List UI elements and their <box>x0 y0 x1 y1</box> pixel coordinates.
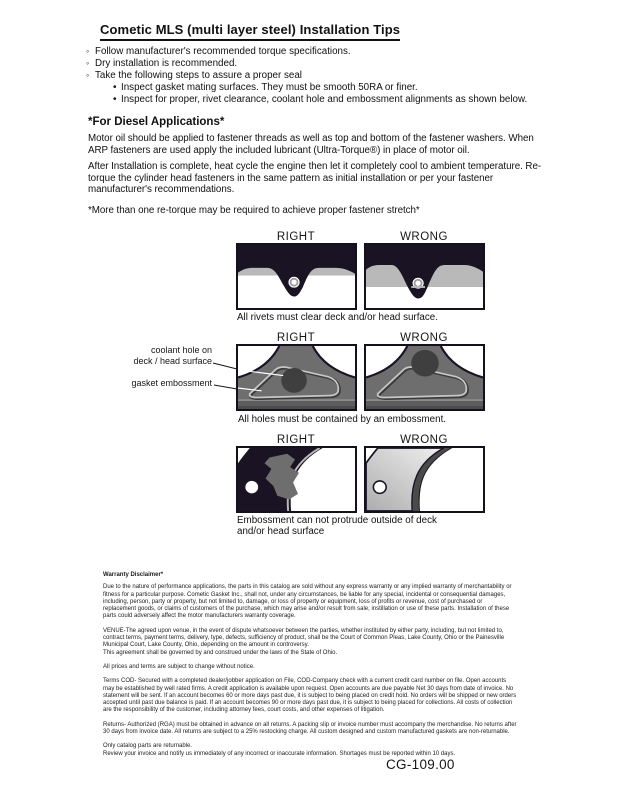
caption-line: Embossment can not protrude outside of deck <box>237 515 437 526</box>
list-item <box>86 46 560 58</box>
wrong-label: WRONG <box>400 332 448 344</box>
retorque-note: *More than one re-torque may be required to achieve proper fastener stretch* <box>88 205 420 216</box>
right-label: RIGHT <box>276 434 316 446</box>
wrong-label: WRONG <box>400 231 448 243</box>
diagram-rivet-wrong-image <box>364 243 485 310</box>
diesel-paragraph-1: Motor oil should be applied to fastener threads as well as top and bottom of the fastener washers. When ARP fasteners are used apply the included lubricant (Ultra-Torque®) in place of motor oil. <box>88 133 534 156</box>
disclaimer-paragraph: Review your invoice and notify us immediately of any incorrect or inaccurate information. Shortages must be reported within 10 days. <box>103 750 456 757</box>
annotation-text: coolant hole on <box>150 345 212 355</box>
tip-text: Inspect gasket mating surfaces. They must be smooth 50RA or finer. <box>121 81 418 93</box>
caption-line: and/or head surface <box>237 526 325 537</box>
tip-text: Inspect for proper, rivet clearance, coolant hole and embossment alignments as shown below. <box>121 93 528 105</box>
diagram-caption <box>237 515 437 537</box>
coolant-hole-annotation <box>96 345 212 366</box>
list-item <box>86 70 560 82</box>
disclaimer-paragraph: Terms COD- Secured with a completed dealer/jobber application on File, COD-Company check with a current credit card number on file. Open accounts may be established by well rated firms. A credit application is available upon request. Open accounts are due payable Net 30 days from date of invoice. No statement will be sent. If an account becomes 60 or more days past due, it is subject to being placed on credit hold. No orders will be shipped or new orders accepted until past due balance is paid. If an account becomes 90 or more days past due, it is subject to being placed for collections. All costs of collection are the responsibility of the customer, including attorney fees, court costs, and other expenses of litigation. <box>103 678 517 714</box>
warranty-disclaimer <box>103 572 517 758</box>
wrong-label: WRONG <box>400 434 448 446</box>
tip-text: Take the following steps to assure a proper seal <box>95 69 302 81</box>
diagram-caption: All holes must be contained by an embossment. <box>238 414 447 425</box>
diagram-deck-right-image <box>236 446 357 513</box>
circle-bullet-icon: ◦ <box>86 69 90 80</box>
diesel-paragraph-2: After Installation is complete, heat cycle the engine then let it completely cool to ambient temperature. Re-torque the cylinder head fasteners in the same pattern as initial installation or per your fastener manufacturer's recommendations. <box>88 161 542 196</box>
disclaimer-paragraph: VENUE-The agreed upon venue, in the event of dispute whatsoever between the parties, whether instituted by either party, including, but not limited to, contract terms, payment terms, delivery, type, defects, sufficiency of product, shall be the Court of Common Pleas, Lake County, Ohio or the Painesville Municipal Court, Lake County, Ohio, depending on the amount in controversy. <box>103 627 505 649</box>
diagram-embossment-wrong-image <box>364 344 485 411</box>
list-item <box>113 82 560 94</box>
diesel-applications-heading: *For Diesel Applications* <box>88 116 225 128</box>
circle-bullet-icon: ◦ <box>86 46 90 56</box>
dot-bullet-icon: • <box>113 81 117 93</box>
disclaimer-paragraph: Only catalog parts are returnable. <box>103 743 193 750</box>
list-item <box>113 94 560 106</box>
list-item <box>86 58 560 70</box>
disclaimer-paragraph: This agreement shall be governed by and construed under the laws of the State of Ohio. <box>103 649 338 656</box>
gasket-embossment-annotation: gasket embossment <box>131 378 212 388</box>
diagram-rivet-right-image <box>236 243 357 310</box>
dot-bullet-icon: • <box>113 93 117 105</box>
circle-bullet-icon: ◦ <box>86 57 90 68</box>
disclaimer-paragraph: Returns- Authorized (RGA) must be obtained in advance on all returns. A packing slip or invoice number must accompany the merchandise. No returns after 30 days from invoice date. All returns are subject to a 25% restocking charge. All custom designed and custom manufactured gaskets are non-returnable. <box>103 721 517 736</box>
disclaimer-paragraph: All prices and terms are subject to change without notice. <box>103 663 255 670</box>
annotation-text: deck / head surface <box>133 355 212 366</box>
installation-tips-list <box>86 46 560 106</box>
right-label: RIGHT <box>276 231 316 243</box>
page-title: Cometic MLS (multi layer steel) Installation Tips <box>100 22 400 41</box>
page-number: CG-109.00 <box>386 757 455 772</box>
diagram-deck-wrong-image <box>364 446 485 513</box>
diagram-caption: All rivets must clear deck and/or head surface. <box>237 312 438 323</box>
diagram-embossment-right-image <box>236 344 357 411</box>
tip-text: Follow manufacturer's recommended torque specifications. <box>95 46 351 57</box>
disclaimer-paragraph: Due to the nature of performance applications, the parts in this catalog are sold without any express warranty or any implied warranty of merchantability or fitness for a particular purpose. Cometic Gasket Inc., shall not, under any circumstances, be liable for any special, incidental or consequential damages, including, person, party or property, but not limited to, damage, or loss of property or equipment, loss of profits or revenue, cost of purchased or replacement goods, or claims of customers of the purchase, which may arise and/or result from sale, instillation or use of these parts. Installation of these parts could adversely affect the motor manufacturers warranty coverage. <box>103 584 512 620</box>
tip-text: Dry installation is recommended. <box>95 57 238 69</box>
right-label: RIGHT <box>276 332 316 344</box>
disclaimer-heading: Warranty Disclaimer* <box>103 572 164 578</box>
